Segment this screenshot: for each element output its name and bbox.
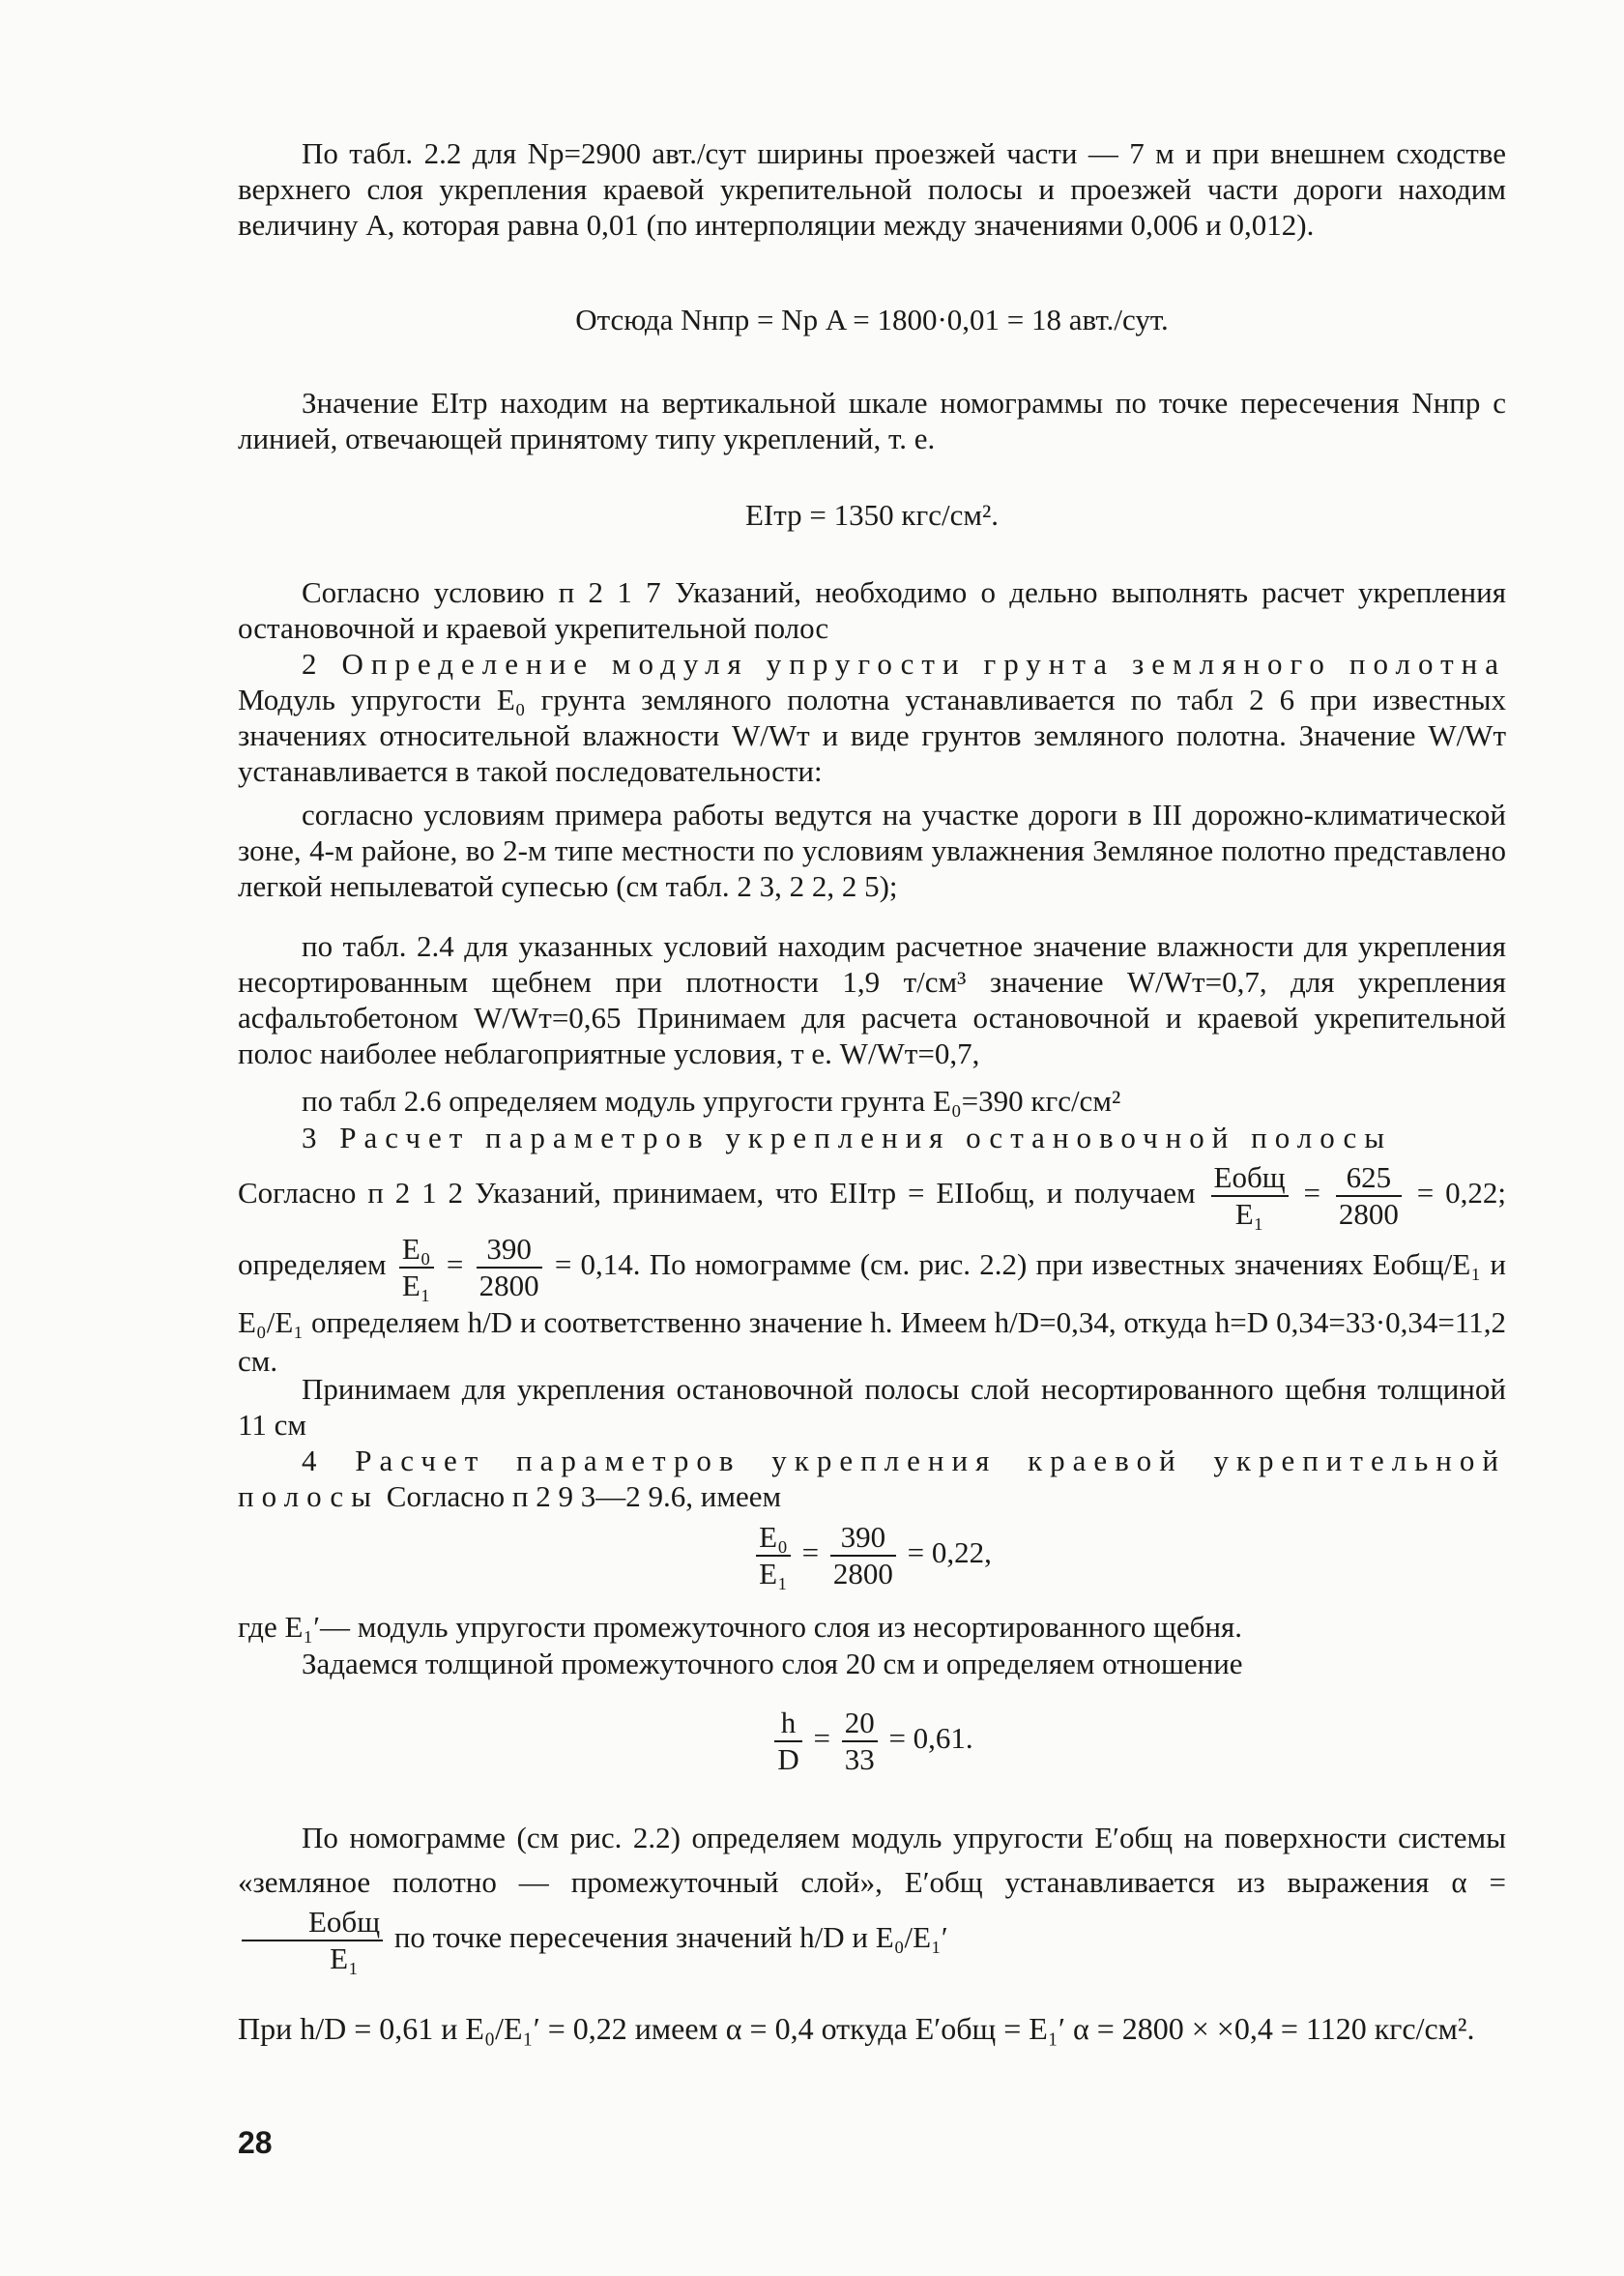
- section-3-calculation: Согласно п 2 1 2 Указаний, принимаем, что EIIтр = EIIобщ, и получаем $\frac{\text{Eобщ}}{\text{E₁}}$ = $\frac{625}{2800}$ = 0,22; определяем $\frac{\text{E₀}}{\text{E₁}}$ = $\frac{390}{2800}$ = 0,14. По номограмме (см. рис. 2.2) при известных значениях Eобщ/E₁ и E₀/E₁ определяем h/D и соответственно значение h. Имеем h/D=0,34, откуда h=D 0,34=33·0,34=11,2 см.: [238, 1160, 1507, 1378]
- equation-e0-e1: $\frac{\text{E₀}}{\text{E₁}}$ = $\frac{390}{2800}$ = 0,22,: [238, 1520, 1506, 1591]
- fraction-denominator: 33: [844, 1742, 875, 1776]
- paragraph-e1-definition: где E₁′— модуль упругости промежуточного слоя из несортированного щебня.: [238, 1610, 1242, 1644]
- equation-result: = 0,22,: [907, 1535, 992, 1570]
- paragraph-conditions-example: согласно условиям примера работы ведутся на участке дороги в III дорожно-климатической зоне, 4-м районе, во 2-м типе местности по условиям увлажнения Земляное полотно представлено легкой непылеватой супесью (см табл. 2 3, 2 2, 2 5);: [238, 798, 1506, 903]
- paragraph-nomogram: [238, 1816, 1506, 1976]
- fraction-denominator: E₁: [401, 1269, 431, 1302]
- fraction-625-2800: [1336, 1160, 1402, 1232]
- paragraph-table-2-2: По табл. 2.2 для Nр=2900 авт./сут ширины проезжей части — 7 м и при внешнем сходстве верхнего слоя укрепления краевой укрепительной полосы и проезжей части дороги находим величину А, которая равна 0,01 (по интерполяции между значениями 0,006 и 0,012).: [238, 136, 1506, 242]
- equation-h-d: $\frac{h}{D}$ = $\frac{20}{33}$ = 0,61.: [238, 1706, 1506, 1777]
- equation-n-pr: Отсюда Nнпр = Nр A = 1800·0,01 = 18 авт./сут.: [575, 303, 1169, 336]
- fraction-denominator: E₁: [330, 1941, 359, 1975]
- paragraph-layer-thickness: Задаемся толщиной промежуточного слоя 20 см и определяем отношение: [302, 1647, 1243, 1680]
- fraction-eobsh-e1: [1211, 1160, 1289, 1232]
- equation-etr: EIтр = 1350 кгс/см².: [745, 498, 999, 532]
- fraction-e0-e1-prime: [756, 1520, 791, 1591]
- fraction-20-33: [842, 1706, 878, 1777]
- fraction-denominator: 2800: [478, 1269, 539, 1302]
- fraction-390-2800-b: [830, 1520, 896, 1591]
- fraction-denominator: 2800: [1338, 1197, 1399, 1231]
- fraction-numerator: 625: [1336, 1160, 1402, 1197]
- section-3-text-b: = 0,22; определяем: [238, 1176, 1507, 1282]
- section-3-text-c: = 0,14. По номограмме (см. рис. 2.2) при известных значениях Eобщ/E₁ и E₀/E₁ определяем h/D и соответственно значение h. Имеем h/D=0,34, откуда h=D 0,34=33·0,34=11,2 см.: [238, 1247, 1506, 1378]
- paragraph-table-2-4: по табл. 2.4 для указанных условий находим расчетное значение влажности для укрепления несортированным щебнем при плотности 1,9 т/см³ значение W/Wт=0,7, для укрепления асфальтобетоном W/Wт=0,65 Принимаем для расчета остановочной и краевой укрепительной полос наиболее неблагоприятные условия, т е. W/Wт=0,7,: [238, 929, 1506, 1070]
- fraction-numerator: 20: [842, 1706, 878, 1742]
- paragraph-table-2-6: по табл 2.6 определяем модуль упругости грунта E₀=390 кгс/см²: [302, 1084, 1121, 1118]
- fraction-numerator: 390: [830, 1520, 896, 1557]
- section-4-block: [238, 1443, 1506, 1514]
- section-2-block: [238, 646, 1506, 789]
- paragraph-etr-value: Значение EIтр находим на вертикальной шкале номограммы по точке пересечения Nнпр с линией, отвечающей принятому типу укреплений, т. е.: [238, 386, 1506, 455]
- fraction-numerator: E₀: [756, 1520, 791, 1557]
- fraction-denominator: E₁: [759, 1557, 788, 1590]
- nomogram-text-a: По номограмме (см рис. 2.2) определяем модуль упругости E′общ на поверхности системы «земляное полотно — промежуточный слой», E′общ устанавливается из выражения α =: [238, 1821, 1506, 1899]
- fraction-e0-e1: [399, 1232, 434, 1303]
- fraction-numerator: Eобщ: [242, 1905, 383, 1941]
- nomogram-text-b: по точке пересечения значений h/D и E₀/E₁′: [393, 1920, 948, 1955]
- page-number: 28: [238, 2125, 273, 2160]
- fraction-numerator: Eобщ: [1211, 1160, 1289, 1197]
- section-4-title: 4 Расчет параметров укрепления краевой укрепительной полосы: [238, 1444, 1506, 1513]
- fraction-numerator: h: [774, 1706, 801, 1742]
- equation-result: = 0,61.: [888, 1721, 973, 1756]
- fraction-numerator: E₀: [399, 1232, 434, 1269]
- section-3-title: 3 Расчет параметров укрепления остановочной полосы: [302, 1121, 1393, 1154]
- fraction-denominator: D: [777, 1742, 799, 1776]
- fraction-numerator: 390: [477, 1232, 542, 1269]
- section-3-text-a: Согласно п 2 1 2 Указаний, принимаем, что EIIтр = EIIобщ, и получаем: [238, 1176, 1196, 1211]
- section-4-tail: Согласно п 2 9 3—2 9.6, имеем: [386, 1479, 782, 1513]
- fraction-h-d: [774, 1706, 801, 1777]
- fraction-denominator: 2800: [832, 1557, 893, 1590]
- fraction-390-2800: [477, 1232, 542, 1303]
- paragraph-final-result: При h/D = 0,61 и E₀/E₁′ = 0,22 имеем α = 0,4 откуда E′общ = E₁′ α = 2800 × ×0,4 = 1120 кгс/см².: [238, 2011, 1475, 2046]
- section-2-text: Модуль упругости E₀ грунта земляного полотна устанавливается по табл 2 6 при известных значениях относительной влажности W/Wт и виде грунтов земляного полотна. Значение W/Wт устанавливается в такой последовательности:: [238, 683, 1506, 788]
- fraction-denominator: E₁: [1234, 1197, 1264, 1231]
- section-2-title: 2 Определение модуля упругости грунта земляного полотна: [302, 647, 1506, 681]
- fraction-alpha: [242, 1905, 383, 1976]
- paragraph-accept-layer: Принимаем для укрепления остановочной полосы слой несортированного щебня толщиной 11 см: [238, 1372, 1506, 1442]
- paragraph-condition-2-1-7: Согласно условию п 2 1 7 Указаний, необходимо о дельно выполнять расчет укрепления остановочной и краевой укрепительной полос: [238, 575, 1506, 645]
